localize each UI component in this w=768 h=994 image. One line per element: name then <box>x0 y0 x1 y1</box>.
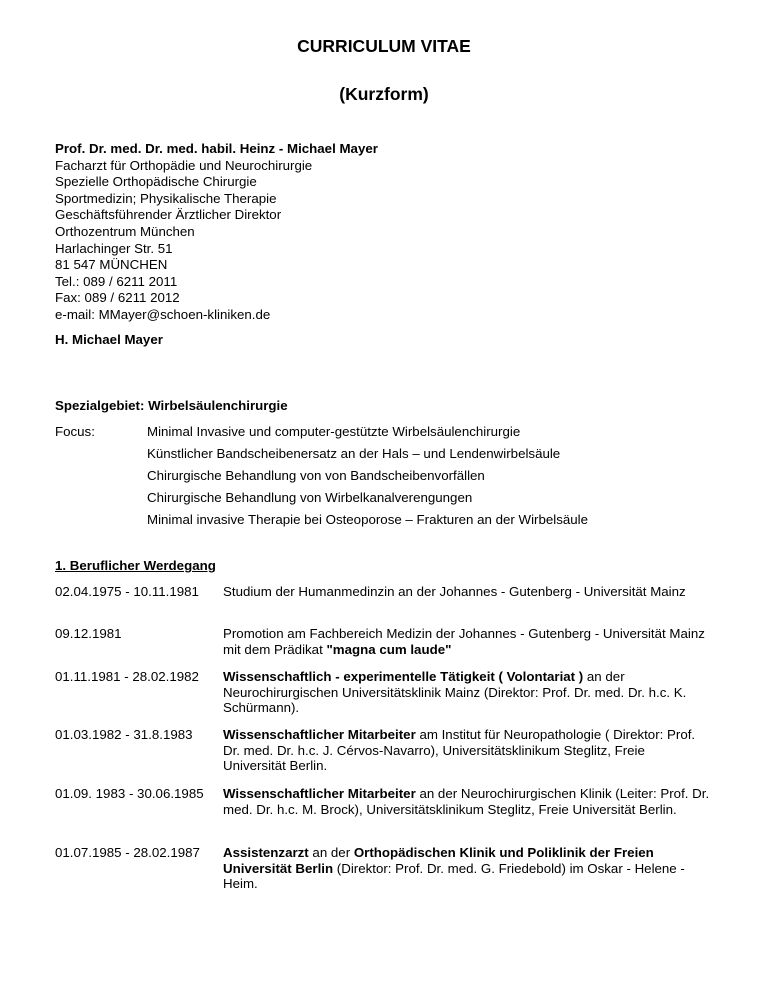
focus-label: Focus: <box>55 424 95 439</box>
career-text <box>223 584 711 600</box>
career-text-part: Orthopädischen Klinik und Poliklinik der Freien Universität Berlin <box>223 845 654 876</box>
career-text <box>223 626 711 657</box>
focus-item: Chirurgische Behandlung von von Bandscheibenvorfällen <box>147 468 485 483</box>
career-text-part: an der <box>308 845 354 860</box>
focus-item: Minimal invasive Therapie bei Osteoporose – Frakturen an der Wirbelsäule <box>147 512 588 527</box>
document-subtitle: (Kurzform) <box>339 84 429 104</box>
document-title: CURRICULUM VITAE <box>297 36 471 56</box>
career-text-part: Promotion am Fachbereich Medizin der Johannes - Gutenberg - Universität Mainz mit dem Prädikat <box>223 626 705 657</box>
career-date: 02.04.1975 - 10.11.1981 <box>55 584 199 599</box>
focus-item: Minimal Invasive und computer-gestützte Wirbelsäulenchirurgie <box>147 424 521 439</box>
career-text-part: Wissenschaftlicher Mitarbeiter <box>223 786 416 801</box>
career-text-part: an der Neurochirurgischen Klinik (Leiter: Prof. Dr. med. Dr. h.c. M. Brock), Universitätsklinikum Steglitz, Freie Universität Berlin. <box>223 786 710 817</box>
career-text-part: Wissenschaftlicher Mitarbeiter <box>223 727 416 742</box>
contact-line: Facharzt für Orthopädie und Neurochirurgie <box>55 157 313 173</box>
contact-line: Sportmedizin; Physikalische Therapie <box>55 190 277 206</box>
career-text-part: Wissenschaftlich - experimentelle Tätigkeit ( Volontariat ) <box>223 669 584 684</box>
contact-line: Orthozentrum München <box>55 223 195 239</box>
focus-item: Chirurgische Behandlung von Wirbelkanalverengungen <box>147 490 473 505</box>
career-text <box>223 786 711 817</box>
focus-item: Künstlicher Bandscheibenersatz an der Hals – und Lendenwirbelsäule <box>147 446 561 461</box>
career-text-part: "magna cum laude" <box>326 641 452 657</box>
contact-email: e-mail: MMayer@schoen-kliniken.de <box>55 306 271 322</box>
career-date: 09.12.1981 <box>55 626 122 641</box>
career-text-part: (Direktor: Prof. Dr. med. G. Friedebold) im Oskar - Helene - Heim. <box>223 860 685 891</box>
career-date: 01.03.1982 - 31.8.1983 <box>55 727 193 742</box>
career-text-part: an der Neurochirurgischen Universitätsklinik Mainz (Direktor: Prof. Dr. med. Dr. h.c. K. Schürmann). <box>223 669 687 715</box>
contact-line: Tel.: 089 / 6211 2011 <box>55 273 178 289</box>
specialty-heading: Spezialgebiet: Wirbelsäulenchirurgie <box>55 398 288 413</box>
career-text <box>223 727 711 774</box>
career-date: 01.09. 1983 - 30.06.1985 <box>55 786 204 801</box>
contact-line: 81 547 MÜNCHEN <box>55 257 168 273</box>
contact-block <box>55 141 735 324</box>
career-text <box>223 845 711 892</box>
contact-name: Prof. Dr. med. Dr. med. habil. Heinz - Michael Mayer <box>55 141 378 156</box>
career-text-part: Studium der Humanmedinzin an der Johannes - Gutenberg - Universität Mainz <box>223 584 686 599</box>
career-text <box>223 669 711 716</box>
focus-list <box>147 424 588 534</box>
contact-line: Harlachinger Str. 51 <box>55 240 173 256</box>
contact-line: Spezielle Orthopädische Chirurgie <box>55 174 257 190</box>
short-name: H. Michael Mayer <box>55 332 163 347</box>
career-text-part: Assistenzarzt <box>223 845 309 860</box>
section-heading-career: 1. Beruflicher Werdegang <box>55 558 216 573</box>
contact-line: Fax: 089 / 6211 2012 <box>55 290 180 306</box>
contact-line: Geschäftsführender Ärztlicher Direktor <box>55 207 282 223</box>
career-date: 01.11.1981 - 28.02.1982 <box>55 669 199 684</box>
career-text-part: am Institut für Neuropathologie ( Direktor: Prof. Dr. med. Dr. h.c. J. Cérvos-Navarro), Universitätsklinikum Steglitz, Freie Universität Berlin. <box>223 727 696 773</box>
career-date: 01.07.1985 - 28.02.1987 <box>55 845 200 860</box>
